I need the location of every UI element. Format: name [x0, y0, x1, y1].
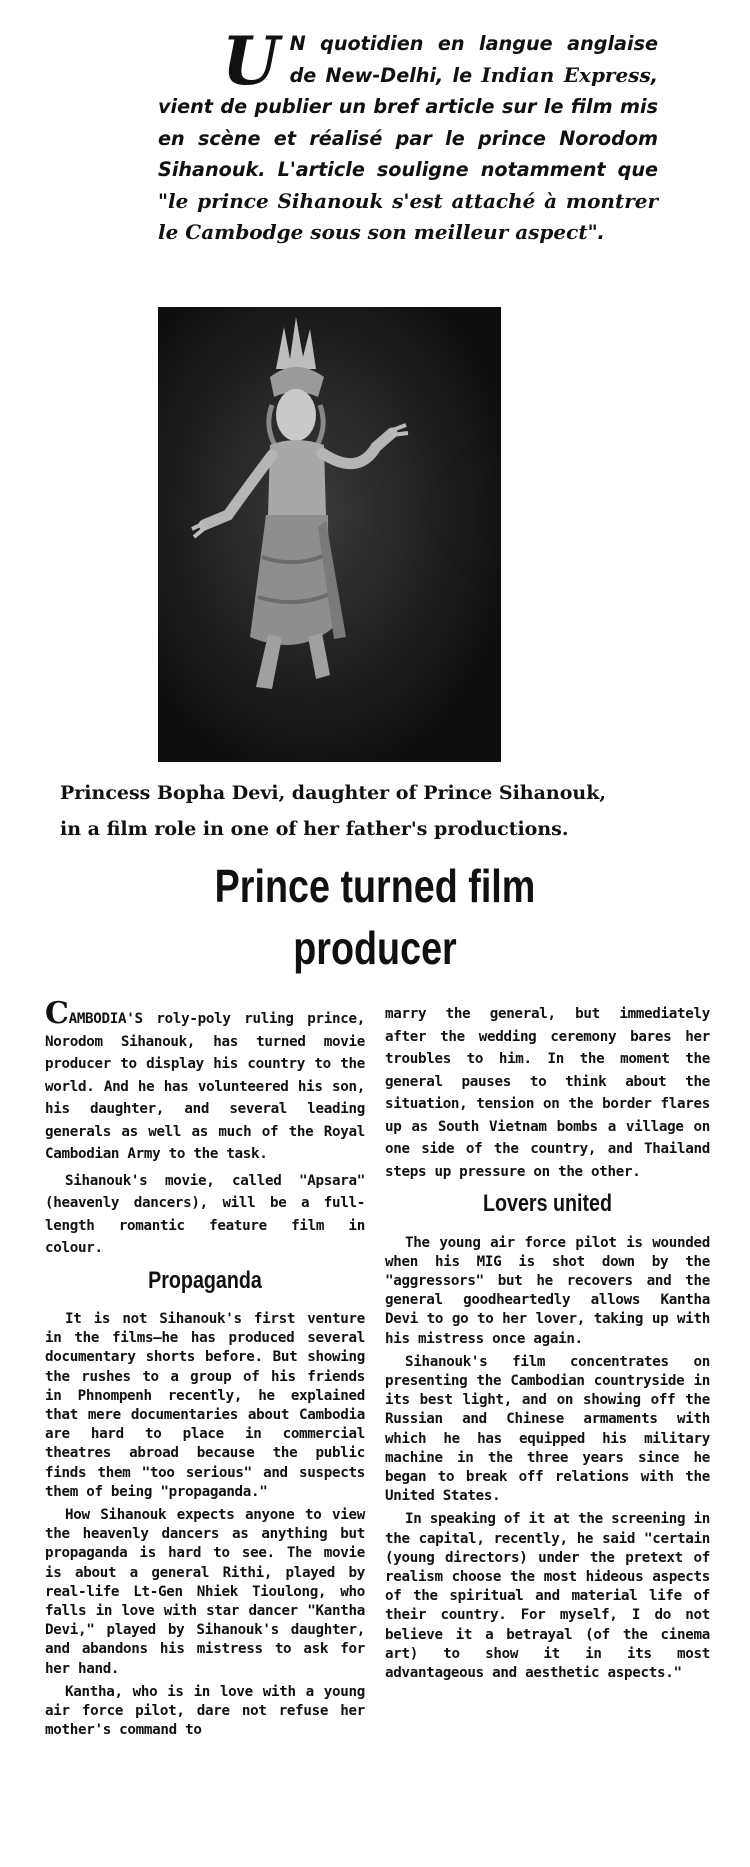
photo-caption: [60, 775, 660, 847]
intro-line2-post: ,: [650, 63, 658, 87]
caption-line2: in a film role in one of her father's productions.: [60, 818, 569, 840]
subheading-propaganda: Propaganda: [148, 1266, 262, 1294]
article-paragraph: How Sihanouk expects anyone to view the heavenly dancers as anything but propaganda is hard to see. The movie is about a general Rithi, played by real-life Lt-Gen Nhiek Tioulong, who falls in love with star dancer "Kantha Devi," played by Sihanouk's daughter, and abandons his mistress to ask for her hand.: [45, 1507, 365, 1677]
article-paragraph-text: AMBODIA'S roly-poly ruling prince, Norodom Sihanouk, has turned movie producer to display his country to the world. And he has volunteered his son, his daughter, and several leading generals as well as much of the Royal Cambodian Army to the task.: [45, 1011, 365, 1162]
article-paragraph: Sihanouk's film concentrates on presenting the Cambodian countryside in its best light, and on showing off the Russian and Chinese armaments with which he has equipped his military machine in the three years since he began to break off relations with the United States.: [385, 1353, 710, 1505]
subheading-lovers-united: Lovers united: [482, 1190, 613, 1217]
dancer-photo: [158, 307, 501, 762]
intro-line1: N quotidien en langue anglaise de: [289, 32, 658, 87]
newspaper-name: Indian Express: [481, 62, 651, 87]
headline-line2: producer: [293, 922, 457, 974]
headline: [117, 855, 634, 979]
intro-quote: le prince Sihanouk s'est attaché à montrer le Cambodge sous son meilleur aspect: [158, 188, 658, 244]
intro-dropcap: U: [222, 22, 280, 100]
article-paragraph: [45, 996, 365, 1166]
intro-rest-pre: vient de publier un bref article sur le film mis en scène et réalisé par le prince Norodom Sihanouk. L'article souligne notamment que ": [158, 95, 658, 213]
article-paragraph: Sihanouk's movie, called "Apsara" (heavenly dancers), will be a full-length romantic feature film in colour.: [45, 1172, 365, 1256]
article-paragraph: The young air force pilot is wounded when his MIG is shot down by the "aggressors" but he recovers and the general goodheartedly allows Kantha Devi to go to her lover, taking up with his mistress once again.: [385, 1234, 710, 1347]
article-paragraph: Kantha, who is in love with a young air force pilot, dare not refuse her mother's command to: [45, 1683, 365, 1739]
dancer-photo-icon: [158, 307, 501, 762]
caption-line1: Princess Bopha Devi, daughter of Prince Sihanouk,: [60, 782, 607, 804]
headline-line1: Prince turned film: [214, 860, 536, 912]
article-dropcap: C: [45, 996, 69, 1031]
article-column-left: [45, 996, 365, 1744]
article-paragraph: It is not Sihanouk's first venture in the films—he has produced several documentary shorts before. But showing the rushes to a group of his friends in Phnompenh recently, he explained that mere documentaries about Cambodia are hard to place in commercial theatres abroad because the public finds them "too serious" and suspects them of being "propaganda.": [45, 1311, 365, 1500]
article-column-right: [385, 1003, 710, 1687]
article-paragraph: marry the general, but immediately after the wedding ceremony bares her troubles to him. In the moment the general pauses to think about the situation, tension on the border flares up as South Vietnam bombs a village on one side of the country, and Thailand steps up pressure on the other.: [385, 1006, 710, 1180]
intro-line2-pre: New-Delhi, le: [325, 63, 482, 87]
intro-paragraph: [158, 22, 658, 249]
intro-rest-post: ".: [587, 221, 605, 244]
article-paragraph: In speaking of it at the screening in the capital, recently, he said "certain (young directors) under the pretext of realism choose the most hideous aspects of the spiritual and material life of their country. For myself, I do not believe it a betrayal (of the cinema art) to show it in its most advantageous and aesthetic aspects.": [385, 1511, 710, 1681]
